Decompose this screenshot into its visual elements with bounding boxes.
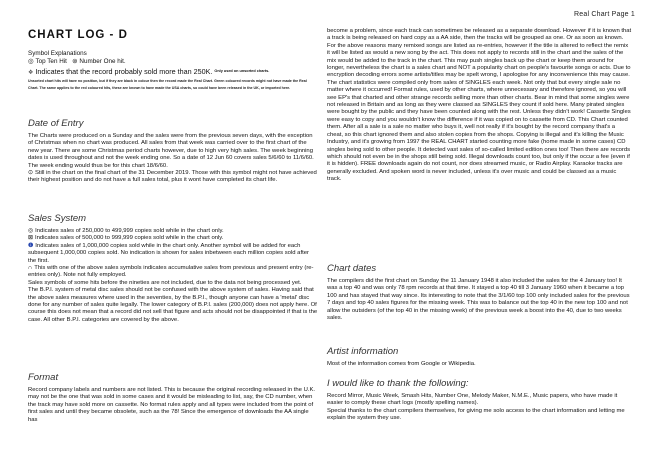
sales-million-icon: ❶	[28, 242, 34, 249]
chart-dates-para: The compilers did the first chart on Sunday the 11 January 1948 it also included the sales for the 4 January too! It was a top 40 and was only 78 rpm records at that time. It stayed a top 40 till 3 January 1960 when it became a top 100 and has stayed that way since. Its interesting to note that the 3/1/60 top 100 only included sales for the previous 7 days and top 40 sales figures for the missing week. This was to balance out the top 40 in the new top 100 and not allow the outsiders (of the top 40 in the missing week) of the previous week a boost into the 40, due to two weeks sales.	[327, 278, 630, 322]
artist-information-para: Most of the information comes from Google or Wikipedia.	[327, 361, 476, 367]
format-para: Record company labels and numbers are not listed. This is because the original recording released in the U.K. may not be the one that was sold in some cases and it would be misleading to list, say, the CD number, when the track may have sold more on cassette. No format rules apply and all types were included from the point of first sales and until they became obsolete, such as the 78! Since the emergence of downloads the AA single has	[28, 387, 316, 423]
page-header: Real Chart Page 1	[574, 11, 635, 18]
top-ten-label: Top Ten Hit	[35, 58, 67, 65]
thanks-heading: I would like to thank the following:	[327, 378, 469, 389]
sales-symbols-para: Sales symbols of some hits before the nineties are not included, due to the data not being processed yet.	[28, 279, 302, 286]
sales-500k-icon: ⊠	[28, 235, 33, 242]
accumulative-icon: ∩	[28, 265, 33, 272]
thanks-para: Record Mirror, Music Week, Smash Hits, Number One, Melody Maker, N.M.E., Music papers, who have made it easier to comply these chart logs (mostly spelling names).	[327, 393, 618, 407]
still-in-chart-icon: ⊙	[28, 170, 33, 177]
sales-item: ◎ Indicates sales of 250,000 to 499,999 copies sold while in the chart only.	[28, 228, 224, 234]
section-sales-system	[28, 213, 318, 324]
symbol-explanations	[28, 50, 318, 91]
number-one-label: Number One hit.	[79, 58, 126, 65]
format-continued	[327, 28, 632, 184]
section-date-of-entry	[28, 118, 318, 185]
sales-item: ⊠ Indicates sales of 500,000 to 999,999 copies sold while in the chart only.	[28, 235, 224, 242]
sales-system-heading: Sales System	[28, 213, 87, 224]
chart-dates-heading: Chart dates	[327, 263, 377, 274]
top-ten-icon: ◎	[28, 58, 34, 65]
section-thanks	[327, 378, 632, 423]
number-one-icon: ⊚	[72, 58, 78, 65]
format-heading: Format	[28, 372, 59, 383]
still-in-chart-para: ⊙ Still in the chart on the final chart of the 31 December 2019. Those with this symbol might not have achieved their highest position and do not have a full sales total, plus it wont have completed its chart life.	[28, 170, 317, 184]
sales-item: ❶ Indicates sales of 1,000,000 copies sold while in the chart only. Another symbol will be added for each subsequent 1,000,000 copies sold. No indication is shown for sales inbetween each million copies sold after the first.	[28, 242, 309, 264]
date-of-entry-heading: Date of Entry	[28, 118, 84, 129]
artist-information-heading: Artist information	[327, 346, 399, 357]
date-of-entry-para: The Charts were produced on a Sunday and the sales were from the previous seven days, with the exception of Christmas when no chart was produced. All sales from that week was carried over to the first chart of the new year. There are some Christmas period charts however, due to high very high sales. The week beginning dates is used throughout and not the week ending one. So a date of 12 Jun 60 covers sales 5/6/60 to 11/6/60. The week ending would thus be for this chart 18/6/60.	[28, 133, 314, 169]
section-format	[28, 372, 318, 424]
diamond-text: Indicates that the record probably sold more than 250K.	[35, 67, 213, 76]
sales-item: ∩ This with one of the above sales symbols indicates accumulative sales from previous and present entry (re-entries only). Note not fully employed.	[28, 265, 314, 279]
section-chart-dates	[327, 263, 632, 322]
sales-250k-icon: ◎	[28, 228, 34, 234]
document-title: CHART LOG - D	[28, 29, 128, 41]
bpi-para: The B.P.I. system of metal disc sales should not be confused with the above system of sales. Having said that the above sales measures where used in the seventies, by the B.P.I., though anyone can have a 'metal' disc done for any number of sales quite legally. The lower category of B.P.I. sales (200,000) does not apply here. Of course this does not mean that a record did not sell that figure and acts should not be disappointed if that is the case. All other B.P.I. categories are covered by the above.	[28, 287, 318, 323]
special-thanks-para: Special thanks to the chart compilers themselves, for giving me solo access to the chart information and letting me explain the system they use.	[327, 407, 625, 422]
diamond-icon: ❖	[28, 70, 34, 76]
diamond-row	[28, 67, 318, 78]
chart-statistics-para: The chart statistics were compiled only from sales of SINGLES each week. Not only that but every single sale no matter where it occurred! Format rules, used by other charts, where unnecessary and therefore ignored, so you will see EP's that charted and other strange records selling more than other charts. Bear in mind that some singles were not released in Britain and as long as they were classed as SINGLES they count if sold here. Many pirated singles were bought by the public and they have been counted along with the rest. Unless they didn't work! Cassette Singles were easy to copy and you wouldn't know the difference if it was copied on to cassette from CD. This Chart counted them. After all a sale is a sale no matter who buys it, well not really if it's bought by the record company that's a cheat, so this chart ignored them and also stolen copies from the shops. Copying is illegal and it's killing the Music Industry, and it's growing from 1997 the REAL CHART started counting more fake (home made in some cases) CD singles being sold to other people. It detected vast sales of so-called limited edition ones too! Then there are records which should not even be in the shops still being sold. Illegal downloads count too, but only if the occur a fee (even if it is hidden). FREE downloads again do not count, nor does streamed music, or Radio Airplay. Karaoke tracks are generally excluded. And spoken word is never included, unless it's over music and could be classed as a music track.	[327, 79, 631, 183]
section-artist-information	[327, 346, 632, 368]
format-para-continued: become a problem, since each track can sometimes be released as a separate download. However if it is known that a track is being released on hard copy as a AA side, then the tracks will be grouped as one. Or as soon as known.	[327, 28, 632, 42]
symbol-top-ten-row	[28, 58, 318, 66]
remix-para: For the above reasons many remixed songs are listed as re-entries, however if the title is altered to reflect the remix it will be listed as would a new song by the act. This does not apply to records still in the chart and the sales of the mix would be added to the track in the chart. This may push singles back up the chart or keep them around for longer, nevertheless the chart is a sales chart and NOT a popularity chart on people's favourite songs or acts. Due to encryption decoding errors some artists/titles may be spelt wrong, I apologise for any inconvenience this may cause.	[327, 42, 631, 79]
unsorted-note: Unsorted chart hits will have no position, but if they are black in colour then the record made the Real Chart. Green coloured records might not have made the Real Chart. The same applies to the red coloured hits, these are known to have made the USA charts, so could have been released in the UK, or imported here.	[28, 79, 307, 90]
symbol-heading: Symbol Explanations	[28, 50, 87, 57]
diamond-note: Only used on unsorted charts.	[214, 69, 270, 73]
